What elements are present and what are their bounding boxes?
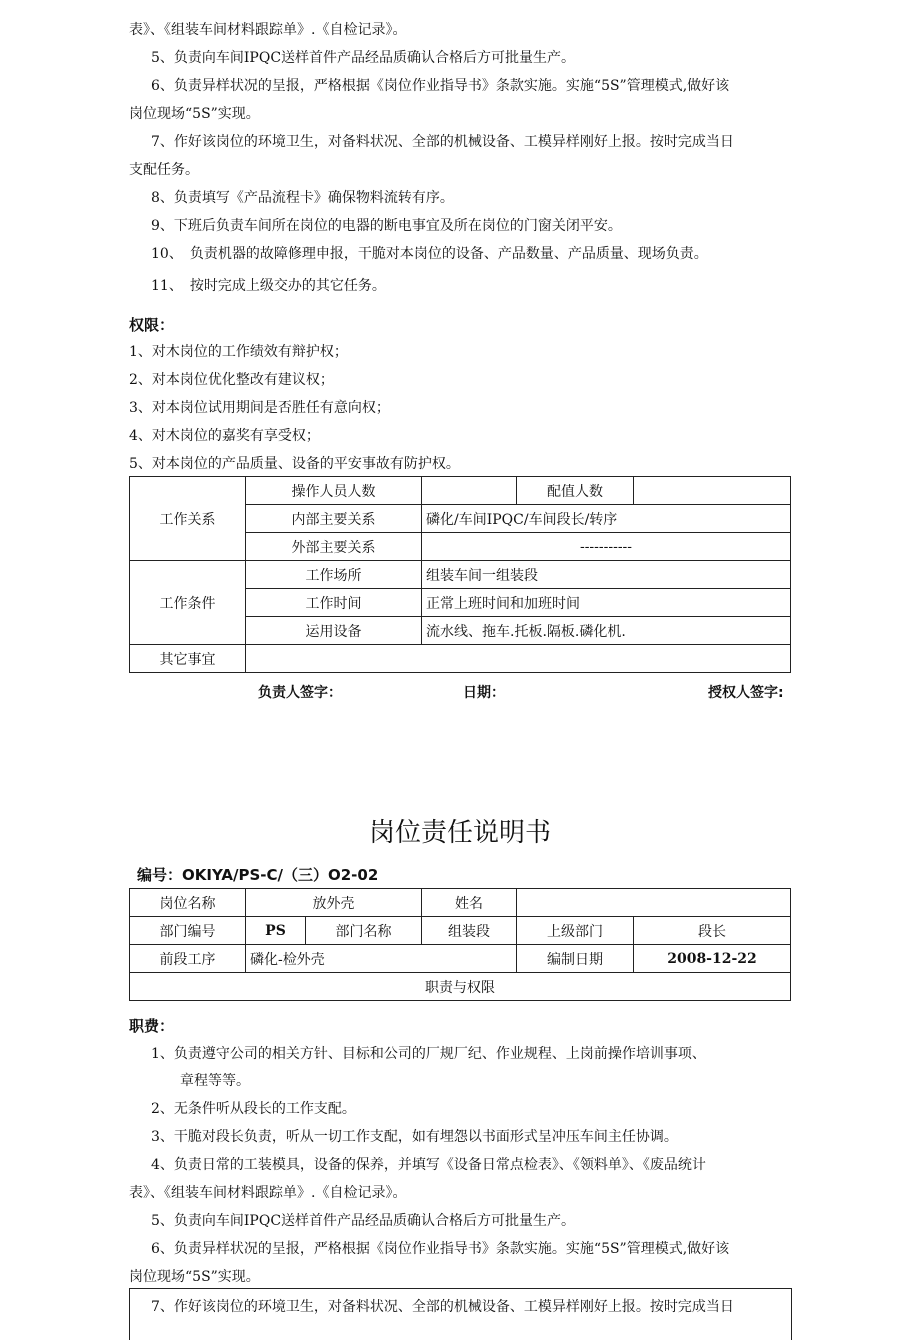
post-name-value: 放外壳	[246, 889, 422, 917]
staffing-label: 配值人数	[517, 477, 634, 505]
external-value: -----------	[422, 533, 791, 561]
duty-1-cont: 章程等等。	[180, 1073, 250, 1089]
internal-label: 内部主要关系	[246, 505, 422, 533]
signature-date: 日期：	[463, 685, 505, 701]
external-label: 外部主要关系	[246, 533, 422, 561]
other-label: 其它事宜	[130, 645, 246, 673]
operators-value	[422, 477, 517, 505]
authority-item-3: 3、对本岗位试用期间是否胜任有意向权；	[129, 400, 390, 416]
duty-line-7-cont: 支配任务。	[129, 162, 199, 178]
duty-5: 5、负责向车间IPQC送样首件产品经品质确认合格后方可批量生产。	[151, 1213, 576, 1229]
document-code: 编号：OKIYA/PS-C/（三）O2-02	[137, 866, 379, 884]
duty-line-5: 5、负责向车间IPQC送样首件产品经品质确认合格后方可批量生产。	[151, 50, 576, 66]
place-label: 工作场所	[246, 561, 422, 589]
signature-responsible: 负责人签字：	[258, 685, 342, 701]
duty-6-cont: 岗位现场“5S”实现。	[129, 1269, 260, 1285]
equipment-label: 运用设备	[246, 617, 422, 645]
relations-label: 工作关系	[130, 477, 246, 561]
internal-value: 磷化/车间IPQC/车间段长/转序	[422, 505, 791, 533]
place-value: 组装车间一组装段	[422, 561, 791, 589]
post-name-label: 岗位名称	[130, 889, 246, 917]
authority-item-4: 4、对木岗位的嘉奖有享受权；	[129, 428, 320, 444]
duty-line-9: 9、下班后负责车间所在岗位的电器的断电事宜及所在岗位的门窗关闭平安。	[151, 218, 622, 234]
authority-heading: 权限：	[129, 316, 175, 334]
other-value	[246, 645, 791, 673]
duty-4: 4、负责日常的工装模具，设备的保养，并填写《设备日常点检表》、《领料单》、《废品统计	[151, 1157, 706, 1173]
authority-item-5: 5、对本岗位的产品质量、设备的平安事故有防护权。	[129, 456, 460, 472]
duty-7: 7、作好该岗位的环境卫生，对备料状况、全部的机械设备、工模异样刚好上报。按时完成当日	[151, 1299, 734, 1315]
name-label: 姓名	[422, 889, 517, 917]
page-title: 岗位责任说明书	[368, 818, 551, 848]
duty-line-6-cont: 岗位现场“5S”实现。	[129, 106, 260, 122]
dept-no-label: 部门编号	[130, 917, 246, 945]
operators-label: 操作人员人数	[246, 477, 422, 505]
superior-value: 段长	[634, 917, 791, 945]
post-header-table	[129, 888, 791, 1001]
signature-authorized: 授权人签字:	[708, 685, 784, 701]
compiled-date-label: 编制日期	[517, 945, 634, 973]
duty-line-7: 7、作好该岗位的环境卫生，对备料状况、全部的机械设备、工模异样刚好上报。按时完成当日	[151, 134, 734, 150]
duty-2: 2、无条件听从段长的工作支配。	[151, 1101, 356, 1117]
dept-name-value: 组装段	[422, 917, 517, 945]
time-value: 正常上班时间和加班时间	[422, 589, 791, 617]
duty-line-6: 6、负责异样状况的呈报，严格根据《岗位作业指导书》条款实施。实施“5S”管理模式,做好该	[151, 78, 730, 94]
duty-6: 6、负责异样状况的呈报，严格根据《岗位作业指导书》条款实施。实施“5S”管理模式,做好该	[151, 1241, 730, 1257]
authority-item-2: 2、对本岗位优化整改有建议权；	[129, 372, 334, 388]
dept-no-value: PS	[246, 917, 306, 945]
section-label: 职责与权限	[130, 973, 791, 1001]
duty-4-cont: 表》、《组装车间材料跟踪单》.《自检记录》。	[129, 1185, 407, 1201]
conditions-label: 工作条件	[130, 561, 246, 645]
superior-label: 上级部门	[517, 917, 634, 945]
duty-line-10: 10、 负责机器的故障修理申报，干脆对本岗位的设备、产品数量、产品质量、现场负责。	[151, 246, 708, 262]
duties-heading: 职费：	[129, 1017, 175, 1035]
duty-line-4-cont: 表》、《组装车间材料跟踪单》.《自检记录》。	[129, 22, 407, 38]
time-label: 工作时间	[246, 589, 422, 617]
work-relations-table	[129, 476, 791, 673]
name-value	[517, 889, 791, 917]
duty-line-8: 8、负责填写《产品流程卡》确保物料流转有序。	[151, 190, 454, 206]
staffing-value	[634, 477, 791, 505]
duty-line-11: 11、 按时完成上级交办的其它任务。	[151, 278, 386, 294]
duty-1: 1、负责遵守公司的相关方针、目标和公司的厂规厂纪、作业规程、上岗前操作培训事项、	[151, 1046, 706, 1062]
prev-process-value: 磷化-检外壳	[246, 945, 517, 973]
prev-process-label: 前段工序	[130, 945, 246, 973]
equipment-value: 流水线、拖车.托板.隔板.磷化机.	[422, 617, 791, 645]
duty-3: 3、干脆对段长负责，听从一切工作支配，如有埋怨以书面形式呈冲压车间主任协调。	[151, 1129, 678, 1145]
dept-name-label: 部门名称	[306, 917, 422, 945]
authority-item-1: 1、对木岗位的工作绩效有辩护权；	[129, 344, 348, 360]
compiled-date-value: 2008-12-22	[634, 945, 791, 973]
